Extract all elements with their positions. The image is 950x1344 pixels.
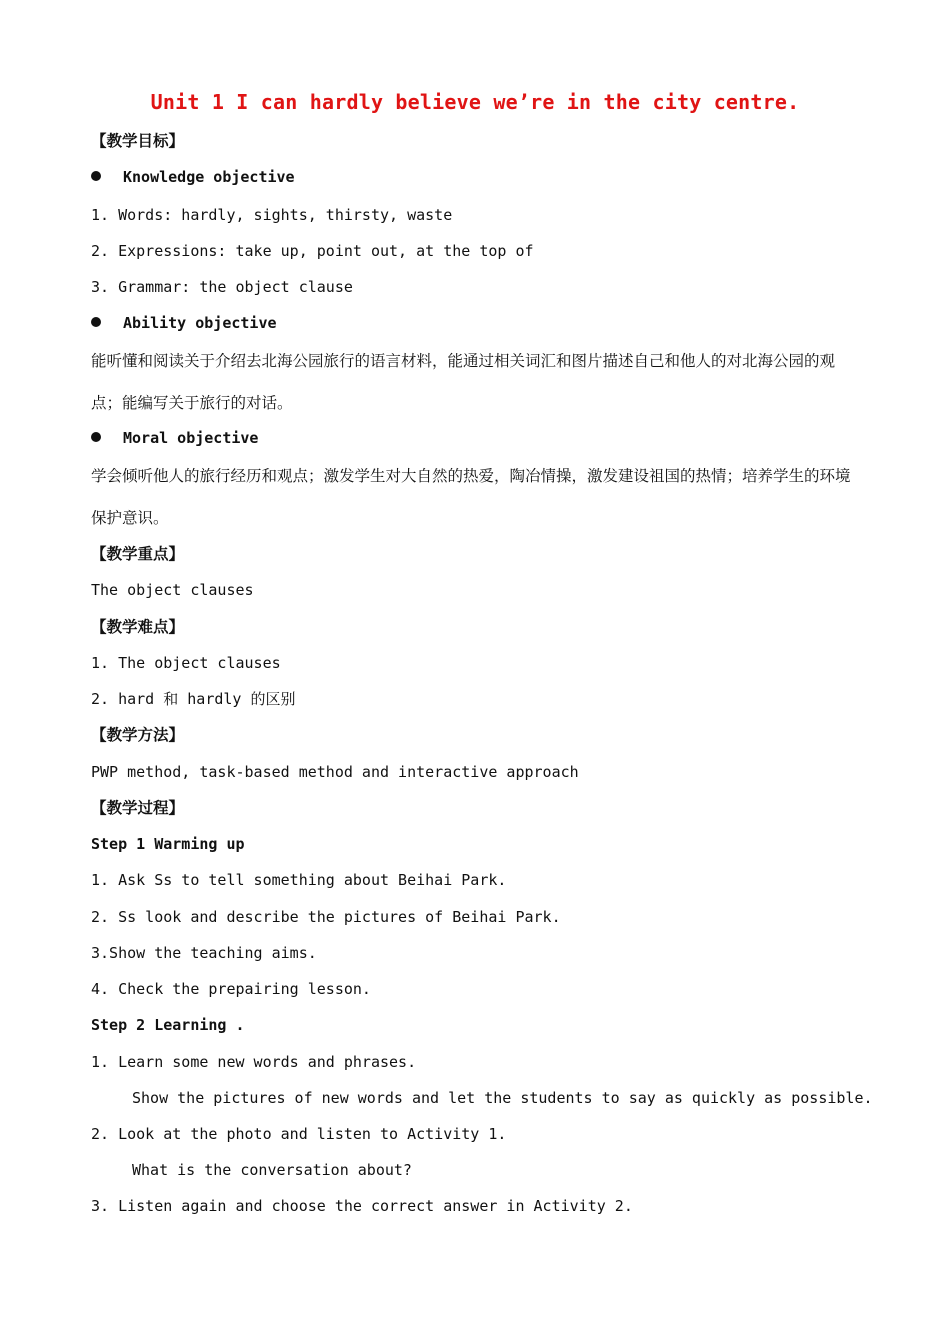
process-heading: 【教学过程】 bbox=[91, 799, 185, 817]
difficult-item: 2. hard 和 hardly 的区别 bbox=[91, 690, 296, 708]
knowledge-objective-row bbox=[91, 167, 295, 187]
document-title: Unit 1 I can hardly believe we’re in the city centre. bbox=[150, 90, 800, 114]
method-text: PWP method, task-based method and interactive approach bbox=[91, 763, 579, 781]
step2-item: Show the pictures of new words and let the students to say as quickly as possible. bbox=[132, 1089, 873, 1107]
ability-objective-text: 能听懂和阅读关于介绍去北海公园旅行的语言材料，能通过相关词汇和图片描述自己和他人的对北海公园的观点；能编写关于旅行的对话。 bbox=[91, 352, 836, 412]
objectives-heading: 【教学目标】 bbox=[91, 132, 185, 150]
knowledge-item: 2. Expressions: take up, point out, at the top of bbox=[91, 242, 534, 260]
bullet-icon bbox=[91, 171, 101, 181]
step2-item: 3. Listen again and choose the correct answer in Activity 2. bbox=[91, 1197, 633, 1215]
step1-heading: Step 1 Warming up bbox=[91, 835, 245, 853]
knowledge-objective-heading: Knowledge objective bbox=[123, 168, 295, 186]
key-points-heading: 【教学重点】 bbox=[91, 545, 185, 563]
difficult-points-heading: 【教学难点】 bbox=[91, 618, 185, 636]
step2-heading: Step 2 Learning . bbox=[91, 1016, 245, 1034]
moral-objective-row bbox=[91, 428, 258, 448]
step1-item: 2. Ss look and describe the pictures of Beihai Park. bbox=[91, 908, 561, 926]
step1-item: 3.Show the teaching aims. bbox=[91, 944, 317, 962]
step1-item: 1. Ask Ss to tell something about Beihai Park. bbox=[91, 871, 507, 889]
moral-objective-heading: Moral objective bbox=[123, 429, 259, 447]
ability-objective-heading: Ability objective bbox=[123, 314, 277, 332]
bullet-icon bbox=[91, 432, 101, 442]
ability-objective-row bbox=[91, 313, 277, 333]
moral-objective-text: 学会倾听他人的旅行经历和观点；激发学生对大自然的热爱，陶冶情操，激发建设祖国的热情；培养学生的环境保护意识。 bbox=[91, 467, 851, 527]
method-heading: 【教学方法】 bbox=[91, 726, 185, 744]
key-points-text: The object clauses bbox=[91, 581, 254, 599]
difficult-item: 1. The object clauses bbox=[91, 654, 281, 672]
step1-item: 4. Check the prepairing lesson. bbox=[91, 980, 371, 998]
knowledge-item: 1. Words: hardly, sights, thirsty, waste bbox=[91, 206, 453, 224]
step2-item: 1. Learn some new words and phrases. bbox=[91, 1053, 417, 1071]
step2-item: 2. Look at the photo and listen to Activity 1. bbox=[91, 1125, 507, 1143]
bullet-icon bbox=[91, 317, 101, 327]
step2-item: What is the conversation about? bbox=[132, 1161, 412, 1179]
knowledge-item: 3. Grammar: the object clause bbox=[91, 278, 353, 296]
